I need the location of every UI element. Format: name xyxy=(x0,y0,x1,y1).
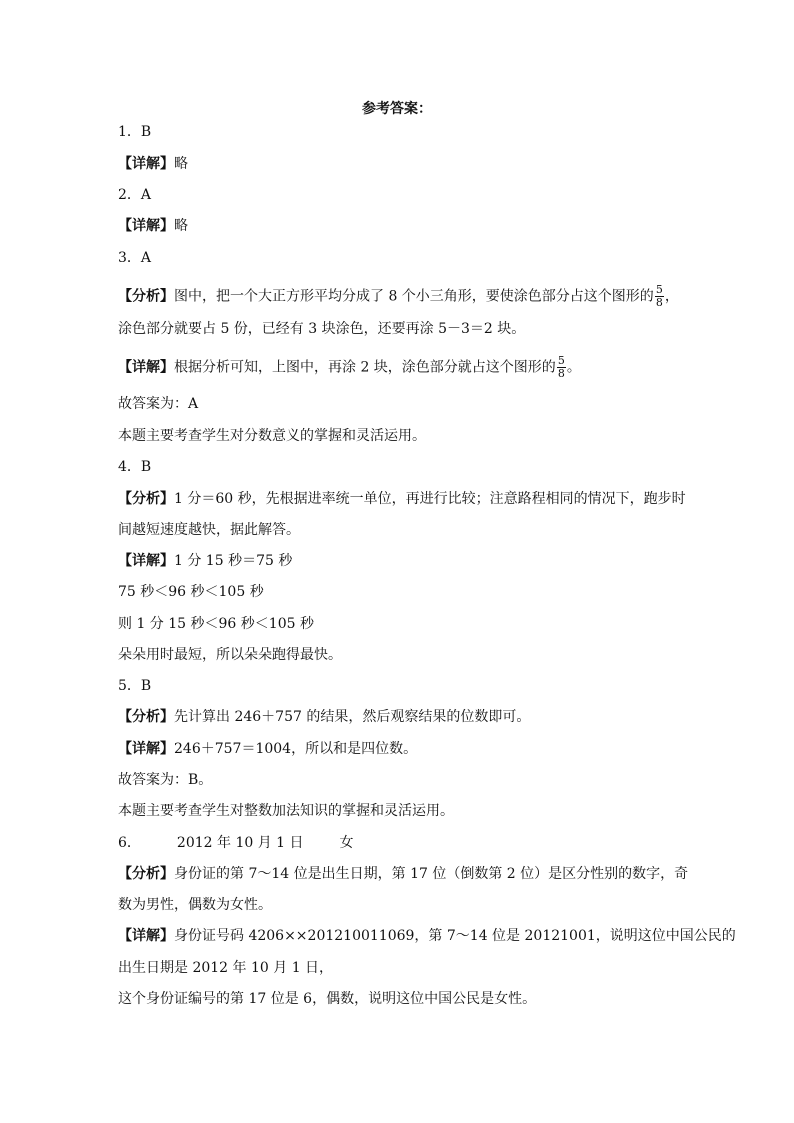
detail-text: 根据分析可知，上图中，再涂 2 块，涂色部分就占这个图形的 xyxy=(174,359,556,376)
fraction-denominator: 8 xyxy=(655,296,663,309)
analysis-tag: 【分析】 xyxy=(118,491,174,507)
detail-6-line2: 出生日期是 2012 年 10 月 1 日， xyxy=(118,960,334,976)
detail-text: 略 xyxy=(174,218,188,234)
fraction xyxy=(557,355,566,380)
detail-text: 身份证号码 4206××201210011069，第 7～14 位是 20121001，说明这位中国公民的 xyxy=(174,928,736,944)
page-title: 参考答案： xyxy=(362,101,432,117)
detail-text: 1 分 15 秒＝75 秒 xyxy=(174,553,293,569)
analysis-end: ， xyxy=(664,288,679,305)
detail-text: 略 xyxy=(174,156,188,172)
answer-6 xyxy=(118,833,354,853)
analysis-tag: 【分析】 xyxy=(118,866,174,882)
fraction-numerator: 5 xyxy=(557,354,565,367)
blank-answer-2: 女 xyxy=(339,835,354,851)
detail-4 xyxy=(118,551,292,571)
answer-1: 1．B xyxy=(118,124,152,140)
analysis-tag: 【分析】 xyxy=(118,288,174,305)
summary-5: 本题主要考查学生对整数加法知识的掌握和灵活运用。 xyxy=(118,803,454,819)
detail-tag: 【详解】 xyxy=(118,741,174,757)
detail-1 xyxy=(118,154,188,174)
summary-3: 本题主要考查学生对分数意义的掌握和灵活运用。 xyxy=(118,428,426,444)
detail-6 xyxy=(118,926,736,946)
answer-number: 6． xyxy=(118,835,141,851)
answer-4: 4．B xyxy=(118,459,152,475)
detail-5 xyxy=(118,739,417,759)
analysis-4-cont: 间越短速度越快，据此解答。 xyxy=(118,522,300,538)
answer-line-5: 故答案为：B。 xyxy=(118,772,213,788)
analysis-3-cont: 涂色部分就要占 5 份，已经有 3 块涂色，还要再涂 5－3＝2 块。 xyxy=(118,321,526,337)
answer-2: 2．A xyxy=(118,187,152,203)
detail-end: 。 xyxy=(566,359,581,376)
analysis-text: 身份证的第 7～14 位是出生日期，第 17 位（倒数第 2 位）是区分性别的数字，奇 xyxy=(174,866,689,882)
analysis-6-cont: 数为男性，偶数为女性。 xyxy=(118,897,272,913)
detail-4-line3: 则 1 分 15 秒＜96 秒＜105 秒 xyxy=(118,616,314,632)
analysis-4 xyxy=(118,489,686,509)
answer-3: 3．A xyxy=(118,250,152,266)
fraction-denominator: 8 xyxy=(557,367,565,380)
answer-line-3: 故答案为：A xyxy=(118,396,199,412)
blank-answer-1: 2012 年 10 月 1 日 xyxy=(176,835,304,851)
analysis-3 xyxy=(118,284,679,309)
analysis-5 xyxy=(118,707,530,727)
analysis-text: 1 分＝60 秒，先根据进率统一单位，再进行比较；注意路程相同的情况下，跑步时 xyxy=(174,491,686,507)
detail-tag: 【详解】 xyxy=(118,553,174,569)
detail-tag: 【详解】 xyxy=(118,218,174,234)
detail-tag: 【详解】 xyxy=(118,928,174,944)
detail-6-line3: 这个身份证编号的第 17 位是 6，偶数，说明这位中国公民是女性。 xyxy=(118,991,537,1007)
detail-tag: 【详解】 xyxy=(118,359,174,376)
detail-4-line4: 朵朵用时最短，所以朵朵跑得最快。 xyxy=(118,647,342,663)
analysis-tag: 【分析】 xyxy=(118,709,174,725)
detail-text: 246＋757＝1004，所以和是四位数。 xyxy=(174,741,418,757)
analysis-text: 图中，把一个大正方形平均分成了 8 个小三角形，要使涂色部分占这个图形的 xyxy=(174,288,654,305)
detail-3 xyxy=(118,355,581,380)
answer-5: 5．B xyxy=(118,678,152,694)
detail-2 xyxy=(118,216,188,236)
detail-4-line2: 75 秒＜96 秒＜105 秒 xyxy=(118,584,264,600)
analysis-6 xyxy=(118,864,688,884)
analysis-text: 先计算出 246＋757 的结果，然后观察结果的位数即可。 xyxy=(174,709,531,725)
fraction xyxy=(655,284,664,309)
detail-tag: 【详解】 xyxy=(118,156,174,172)
fraction-numerator: 5 xyxy=(655,283,663,296)
